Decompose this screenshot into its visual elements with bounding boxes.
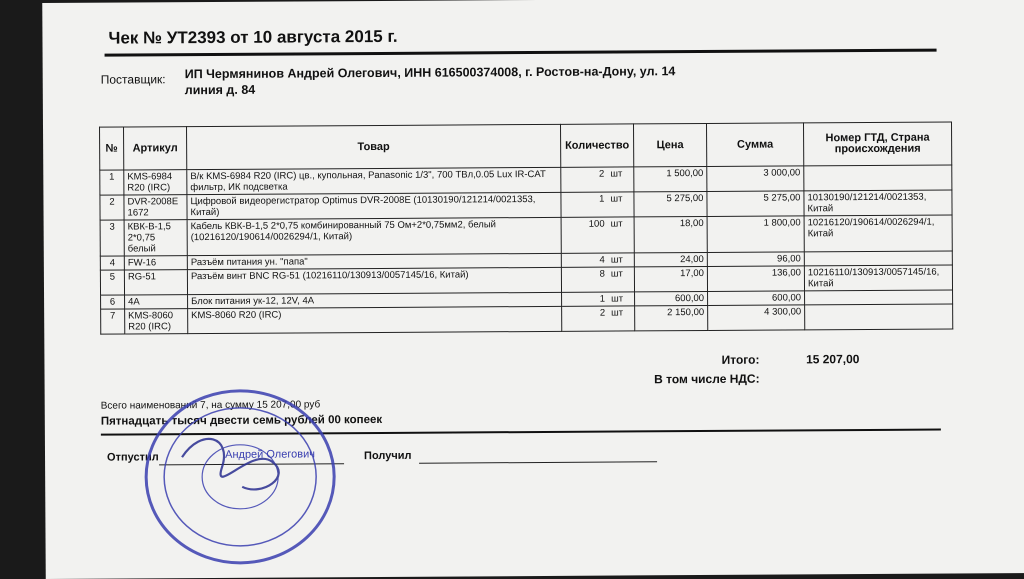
price-cell: 5 275,00 (634, 191, 707, 216)
unit-value: шт (610, 168, 623, 180)
sku-cell: 4A (125, 295, 188, 309)
sum-cell: 3 000,00 (707, 166, 804, 192)
qty-cell (562, 292, 635, 306)
totals-block (604, 352, 859, 387)
sku-cell: DVR-2008E 1672 (124, 195, 187, 220)
qty-value: 2 (599, 307, 606, 319)
table-row (101, 304, 953, 334)
gtd-cell (804, 251, 952, 266)
qty-cell (561, 267, 634, 292)
row-number-cell: 4 (100, 256, 124, 270)
row-number-cell: 2 (100, 195, 124, 220)
released-by-label: Отпустил (106, 451, 159, 464)
row-number-cell: 1 (100, 170, 124, 195)
gtd-cell (805, 304, 953, 330)
unit-value: шт (610, 268, 623, 280)
gtd-cell (805, 290, 953, 305)
gtd-cell: 10216110/130913/0057145/16, Китай (804, 265, 952, 291)
gtd-cell (804, 165, 952, 191)
sku-cell: КВК-В-1,5 2*0,75 белый (124, 220, 187, 256)
price-cell: 17,00 (634, 266, 707, 291)
row-number-cell: 5 (100, 270, 124, 295)
items-table (99, 121, 953, 334)
qty-value: 8 (599, 268, 605, 280)
supplier-value: ИП Чермянинов Андрей Олегович, ИНН 616500374008, г. Ростов-на-Дону, ул. 14 линия д. 84 (184, 64, 676, 98)
item-cell: KMS-8060 R20 (IRC) (188, 306, 562, 333)
column-header-sku: Артикул (124, 127, 187, 170)
price-cell: 18,00 (634, 216, 707, 252)
vat-value (760, 371, 860, 386)
received-by-label: Получил (363, 449, 412, 463)
total-value: 15 207,00 (806, 352, 860, 367)
sum-cell: 4 300,00 (708, 305, 805, 331)
title-divider (105, 49, 937, 57)
unit-value: шт (610, 218, 623, 230)
unit-value: шт (611, 293, 624, 305)
vat-label: В том числе НДС: (654, 371, 760, 387)
qty-cell (561, 192, 634, 217)
row-number-cell: 3 (100, 220, 124, 256)
item-cell: Разъём винт BNC RG-51 (10216110/130913/0057145/16, Китай) (187, 267, 561, 294)
sum-cell: 1 800,00 (707, 216, 804, 253)
sum-cell: 5 275,00 (707, 191, 804, 217)
sum-cell: 96,00 (707, 252, 804, 267)
sku-cell: FW-16 (124, 256, 187, 270)
sum-cell: 136,00 (707, 266, 804, 292)
gtd-cell: 10216120/190614/0026294/1, Китай (804, 215, 952, 252)
item-cell: Разъём питания ун. "папа" (187, 253, 561, 269)
price-cell: 1 500,00 (634, 166, 707, 191)
column-header-item: Товар (187, 124, 561, 169)
qty-value: 100 (588, 218, 605, 230)
qty-value: 4 (599, 254, 605, 266)
receipt-paper (42, 0, 1024, 579)
price-cell: 24,00 (634, 252, 707, 266)
column-header-qty: Количество (561, 124, 634, 167)
receipt-title: Чек № УТ2393 от 10 августа 2015 г. (108, 26, 398, 48)
table-row (100, 215, 952, 256)
column-header-gtd: Номер ГТД, Страна происхождения (803, 122, 951, 166)
column-header-number: № (100, 127, 124, 170)
supplier-label: Поставщик: (100, 72, 166, 87)
sum-cell: 600,00 (708, 291, 805, 306)
item-cell: Блок питания ук-12, 12V, 4А (188, 292, 562, 308)
item-cell: Кабель КВК-В-1,5 2*0,75 комбинированный 75 Ом+2*0,75мм2, белый (10216120/190614/0026294/1, Китай) (187, 217, 561, 255)
sku-cell: KMS-6984 R20 (IRC) (124, 170, 187, 195)
qty-cell (561, 167, 634, 192)
qty-cell (562, 306, 635, 331)
qty-value: 1 (599, 193, 605, 205)
item-cell: В/к KMS-6984 R20 (IRC) цв., купольная, Panasonic 1/3", 700 ТВл,0.05 Lux IR-CAT фильтр, ИК подсветка (187, 167, 561, 194)
qty-cell (561, 253, 634, 267)
items-summary: Всего наименований 7, на сумму 15 207,00 руб (100, 399, 321, 412)
column-header-price: Цена (633, 123, 706, 166)
gtd-cell: 10130190/121214/0021353, Китай (804, 190, 952, 216)
price-cell: 2 150,00 (635, 305, 708, 330)
received-by-line (419, 461, 657, 463)
qty-value: 2 (598, 168, 605, 180)
row-number-cell: 6 (101, 295, 125, 309)
stamp-name: Андрей Олегович (225, 448, 315, 461)
column-header-sum: Сумма (706, 123, 803, 167)
unit-value: шт (610, 254, 623, 266)
sku-cell: KMS-8060 R20 (IRC) (125, 309, 188, 334)
qty-value: 1 (599, 293, 606, 305)
item-cell: Цифровой видеорегистратор Optimus DVR-2008E (10130190/121214/0021353, Китай) (187, 192, 561, 219)
row-number-cell: 7 (101, 309, 125, 334)
qty-cell (561, 217, 634, 253)
total-label: Итого: (721, 352, 760, 367)
unit-value: шт (610, 193, 623, 205)
price-cell: 600,00 (635, 291, 708, 305)
unit-value: шт (611, 307, 624, 319)
table-header-row (100, 122, 952, 170)
amount-in-words: Пятнадцать тысяч двести семь рублей 00 копеек (100, 413, 383, 428)
seal-stamp (142, 386, 339, 567)
sku-cell: RG-51 (124, 270, 187, 295)
